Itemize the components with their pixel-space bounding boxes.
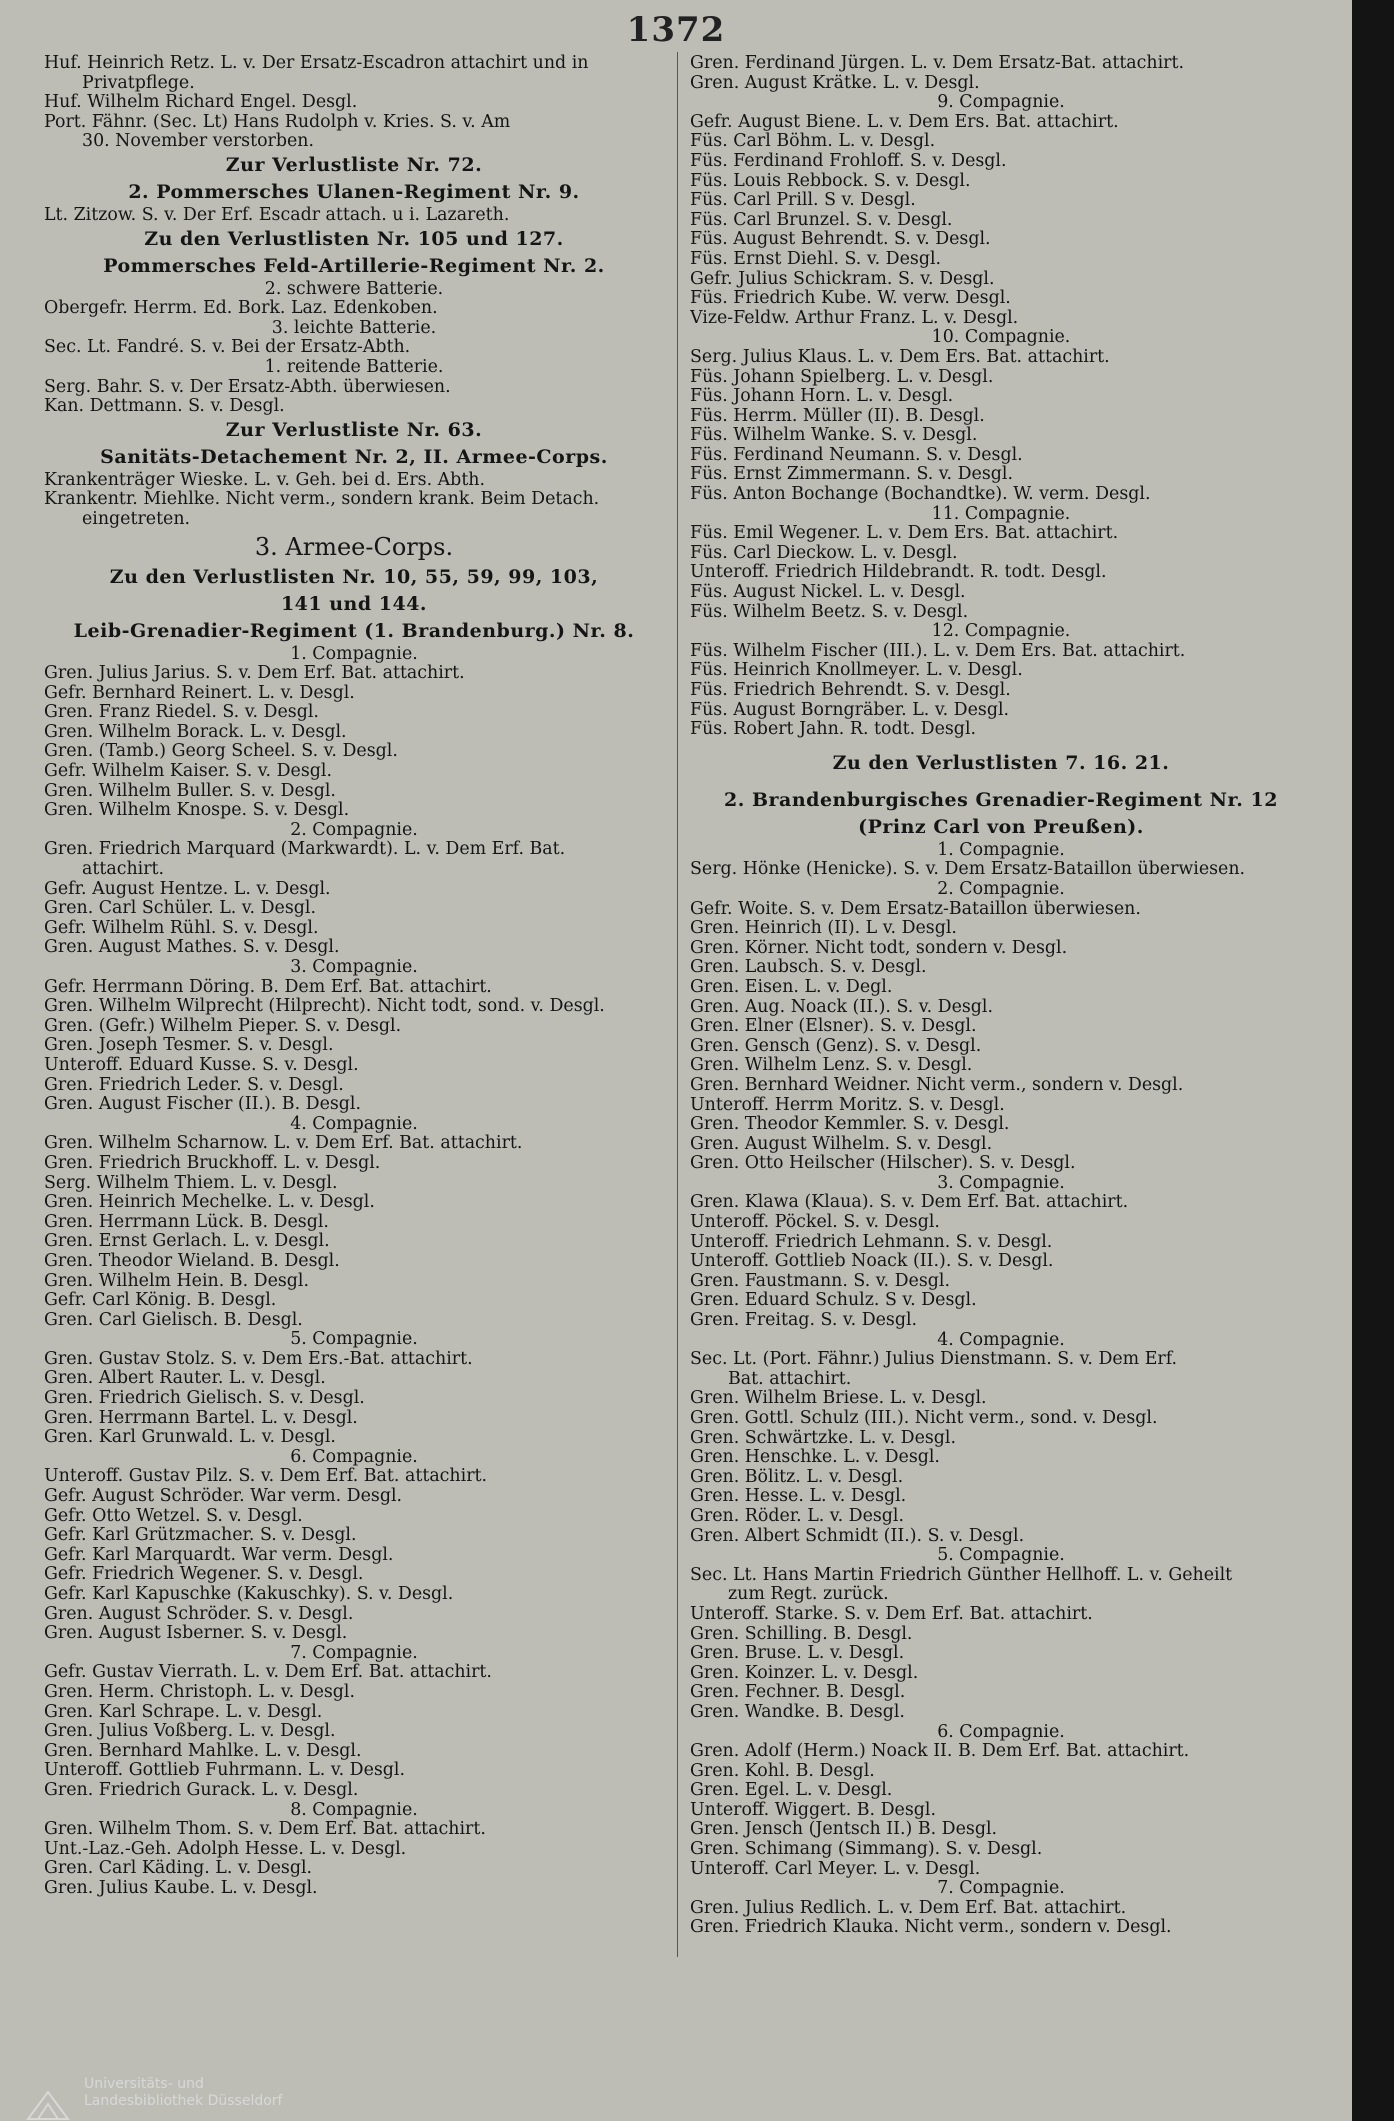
- entry-line: Füs. Carl Prill. S v. Desgl.: [690, 191, 916, 211]
- entry-line: Gren. Julius Jarius. S. v. Dem Erf. Bat. attachirt.: [44, 664, 465, 684]
- entry-line: Serg. Hönke (Henicke). S. v. Dem Ersatz-Bataillon überwiesen.: [690, 860, 1246, 880]
- entry-line: Gren. Friedrich Gurack. L. v. Desgl.: [44, 1780, 359, 1800]
- entry-line: Gren. Eisen. L. v. Degl.: [690, 977, 893, 997]
- entry-line: Gren. Gensch (Genz). S. v. Desgl.: [690, 1036, 982, 1056]
- entry-continuation: Bat. attachirt.: [728, 1369, 852, 1389]
- entry-line: Füs. Anton Bochange (Bochandtke). W. verm. Desgl.: [690, 485, 1151, 505]
- entry-line: Füs. Wilhelm Fischer (III.). L. v. Dem Ers. Bat. attachirt.: [690, 641, 1186, 661]
- company-heading: 9. Compagnie.: [937, 93, 1065, 113]
- entry-line: Füs. Ernst Diehl. S. v. Desgl.: [690, 249, 942, 269]
- entry-line: Gren. Bruse. L. v. Desgl.: [690, 1644, 905, 1664]
- entry-line: Gren. August Isberner. S. v. Desgl.: [44, 1624, 348, 1644]
- entry-line: Füs. Johann Horn. L. v. Desgl.: [690, 387, 954, 407]
- entry-line: Gren. Albert Schmidt (II.). S. v. Desgl.: [690, 1526, 1025, 1546]
- entry-line: Gren. Bernhard Mahlke. L. v. Desgl.: [44, 1741, 362, 1761]
- entry-line: Gren. Laubsch. S. v. Desgl.: [690, 958, 927, 978]
- entry-line: Gren. Joseph Tesmer. S. v. Desgl.: [44, 1036, 334, 1056]
- entry-line: Gren. August Mathes. S. v. Desgl.: [44, 938, 340, 958]
- entry-line: Gren. August Krätke. L. v. Desgl.: [690, 73, 980, 93]
- spacer: [690, 740, 1312, 750]
- entry-line: Gren. Julius Kaube. L. v. Desgl.: [44, 1878, 318, 1898]
- section-heading: Zu den Verlustlisten 7. 16. 21.: [832, 751, 1170, 774]
- entry-line: Füs. Carl Brunzel. S. v. Desgl.: [690, 210, 953, 230]
- entry-continuation: attachirt.: [82, 860, 165, 880]
- entry-line: Gren. August Wilhelm. S. v. Desgl.: [690, 1134, 993, 1154]
- company-heading: 7. Compagnie.: [290, 1643, 418, 1663]
- library-credit-line-2: Landesbibliothek Düsseldorf: [84, 2093, 283, 2109]
- section-heading: 2. Brandenburgisches Grenadier-Regiment Nr. 12: [724, 788, 1278, 811]
- entry-line: Gren. Kohl. B. Desgl.: [690, 1761, 875, 1781]
- entry-line: Gren. Wilhelm Hein. B. Desgl.: [44, 1271, 310, 1291]
- company-heading: 1. reitende Batterie.: [264, 357, 444, 377]
- company-heading: 12. Compagnie.: [931, 622, 1071, 642]
- entry-line: Gefr. Otto Wetzel. S. v. Desgl.: [44, 1506, 303, 1526]
- entry-line: Gren. Gottl. Schulz (III.). Nicht verm., sond. v. Desgl.: [690, 1409, 1158, 1428]
- entry-line: Gren. Heinrich (II). L v. Desgl.: [690, 919, 957, 939]
- entry-line: Gefr. Bernhard Reinert. L. v. Desgl.: [44, 683, 355, 703]
- entry-line: Unteroff. Eduard Kusse. S. v. Desgl.: [44, 1055, 359, 1075]
- section-heading: Zur Verlustliste Nr. 72.: [225, 153, 483, 176]
- entry-line: Serg. Wilhelm Thiem. L. v. Desgl.: [44, 1173, 338, 1193]
- entry-line: Gren. Carl Käding. L. v. Desgl.: [44, 1859, 313, 1879]
- entry-line: Gren. Schimang (Simmang). S. v. Desgl.: [690, 1840, 1043, 1860]
- entry-line: Gren. (Gefr.) Wilhelm Pieper. S. v. Desgl.: [44, 1016, 402, 1036]
- entry-line: Gren. Carl Gielisch. B. Desgl.: [44, 1310, 303, 1330]
- entry-line: Gren. Henschke. L. v. Desgl.: [690, 1448, 940, 1468]
- entry-line: Gren. Egel. L. v. Desgl.: [690, 1781, 893, 1801]
- company-heading: 2. Compagnie.: [290, 820, 418, 840]
- entry-line: Gren. Ferdinand Jürgen. L. v. Dem Ersatz-Bat. attachirt.: [690, 54, 1185, 73]
- entry-line: Gren. Ernst Gerlach. L. v. Desgl.: [44, 1232, 330, 1252]
- entry-line: Gren. Friedrich Marquard (Markwardt). L. v. Dem Erf. Bat.: [44, 840, 566, 860]
- entry-line: Unteroff. Friedrich Lehmann. S. v. Desgl.: [690, 1232, 1053, 1252]
- entry-line: Gefr. Carl König. B. Desgl.: [44, 1291, 277, 1311]
- entry-line: Füs. Wilhelm Beetz. S. v. Desgl.: [690, 602, 969, 622]
- company-heading: 5. Compagnie.: [290, 1330, 418, 1350]
- company-heading: 2. schwere Batterie.: [264, 279, 444, 299]
- entry-line: Füs. Heinrich Knollmeyer. L. v. Desgl.: [690, 661, 1023, 681]
- section-heading: Pommersches Feld-Artillerie-Regiment Nr. 2.: [103, 254, 605, 277]
- entry-line: Unteroff. Friedrich Hildebrandt. R. todt. Desgl.: [690, 563, 1107, 583]
- section-heading: Leib-Grenadier-Regiment (1. Brandenburg.) Nr. 8.: [73, 619, 635, 642]
- entry-line: Gren. Heinrich Mechelke. L. v. Desgl.: [44, 1193, 375, 1213]
- entry-continuation: 30. November verstorben.: [82, 132, 315, 152]
- company-heading: 3. Compagnie.: [290, 958, 418, 977]
- company-heading: 5. Compagnie.: [937, 1546, 1065, 1566]
- entry-line: Füs. Carl Dieckow. L. v. Desgl.: [690, 543, 958, 563]
- entry-line: Gren. Wilhelm Thom. S. v. Dem Erf. Bat. attachirt.: [44, 1820, 486, 1840]
- entry-line: Füs. Herrm. Müller (II). B. Desgl.: [690, 406, 985, 426]
- entry-line: Krankentr. Miehlke. Nicht verm., sondern krank. Beim Detach.: [44, 490, 600, 510]
- entry-line: Gefr. August Schröder. War verm. Desgl.: [44, 1487, 403, 1507]
- entry-line: Gren. Theodor Wieland. B. Desgl.: [44, 1251, 340, 1271]
- entry-continuation: zum Regt. zurück.: [728, 1585, 889, 1605]
- entry-line: Unteroff. Pöckel. S. v. Desgl.: [690, 1213, 940, 1233]
- entry-line: Gren. Wilhelm Buller. S. v. Desgl.: [44, 781, 336, 801]
- entry-line: Vize-Feldw. Arthur Franz. L. v. Desgl.: [690, 308, 1019, 328]
- entry-line: Obergefr. Herrm. Ed. Bork. Laz. Edenkoben.: [44, 299, 438, 319]
- entry-line: Füs. Emil Wegener. L. v. Dem Ers. Bat. attachirt.: [690, 524, 1119, 544]
- entry-line: Gren. Julius Voßberg. L. v. Desgl.: [44, 1722, 336, 1742]
- entry-line: Gren. Wilhelm Briese. L. v. Desgl.: [690, 1389, 987, 1409]
- entry-line: Gren. Körner. Nicht todt, sondern v. Desgl.: [690, 938, 1068, 958]
- entry-line: Gren. Aug. Noack (II.). S. v. Desgl.: [690, 997, 994, 1017]
- entry-line: Gren. Herm. Christoph. L. v. Desgl.: [44, 1682, 356, 1702]
- entry-line: Füs. August Behrendt. S. v. Desgl.: [690, 230, 991, 250]
- entry-continuation: Privatpflege.: [82, 73, 195, 93]
- entry-line: Gren. Franz Riedel. S. v. Desgl.: [44, 703, 319, 723]
- entry-line: Gren. Wilhelm Borack. L. v. Desgl.: [44, 722, 347, 742]
- entry-line: Gefr. Woite. S. v. Dem Ersatz-Bataillon überwiesen.: [690, 899, 1141, 919]
- entry-line: Gren. Hesse. L. v. Desgl.: [690, 1487, 907, 1507]
- company-heading: 1. Compagnie.: [937, 840, 1065, 860]
- entry-line: Füs. Ferdinand Frohloff. S. v. Desgl.: [690, 151, 1007, 171]
- entry-line: Kan. Dettmann. S. v. Desgl.: [44, 397, 285, 417]
- company-heading: 1. Compagnie.: [290, 644, 418, 664]
- entry-line: Unteroff. Wiggert. B. Desgl.: [690, 1800, 936, 1820]
- column-divider: [677, 52, 678, 1957]
- entry-line: Krankenträger Wieske. L. v. Geh. bei d. Ers. Abth.: [44, 470, 486, 490]
- section-heading: Zu den Verlustlisten Nr. 10, 55, 59, 99, 103,: [109, 565, 599, 588]
- entry-line: Unteroff. Gottlieb Fuhrmann. L. v. Desgl.: [44, 1761, 406, 1781]
- entry-line: Gefr. Karl Marquardt. War verm. Desgl.: [44, 1545, 394, 1565]
- entry-line: Gren. Theodor Kemmler. S. v. Desgl.: [690, 1115, 1010, 1135]
- entry-line: Gren. Bernhard Weidner. Nicht verm., sondern v. Desgl.: [690, 1075, 1184, 1095]
- company-heading: 11. Compagnie.: [931, 504, 1071, 524]
- entry-line: Unteroff. Herrm Moritz. S. v. Desgl.: [690, 1095, 1005, 1115]
- entry-line: Gren. Gustav Stolz. S. v. Dem Ers.-Bat. attachirt.: [44, 1349, 473, 1369]
- entry-line: Gefr. Julius Schickram. S. v. Desgl.: [690, 269, 995, 289]
- entry-line: Füs. Ernst Zimmermann. S. v. Desgl.: [690, 465, 1013, 485]
- entry-line: Gren. Wilhelm Lenz. S. v. Desgl.: [690, 1056, 973, 1076]
- entry-line: Gren. Friedrich Klauka. Nicht verm., sondern v. Desgl.: [690, 1918, 1172, 1938]
- entry-line: Füs. Johann Spielberg. L. v. Desgl.: [690, 367, 994, 387]
- entry-line: Port. Fähnr. (Sec. Lt) Hans Rudolph v. Kries. S. v. Am: [44, 112, 511, 132]
- entry-line: Gefr. Gustav Vierrath. L. v. Dem Erf. Bat. attachirt.: [44, 1663, 492, 1683]
- library-credit-line-1: Universitäts- und: [84, 2076, 204, 2092]
- entry-line: Gren. Schilling. B. Desgl.: [690, 1624, 913, 1644]
- entry-line: Gren. August Fischer (II.). B. Desgl.: [44, 1095, 362, 1115]
- entry-line: Gren. Bölitz. L. v. Desgl.: [690, 1467, 904, 1487]
- entry-line: Gefr. Herrmann Döring. B. Dem Erf. Bat. attachirt.: [44, 977, 492, 997]
- left-column: [44, 54, 664, 1899]
- entry-line: Gren. Carl Schüler. L. v. Desgl.: [44, 899, 316, 919]
- entry-line: Huf. Wilhelm Richard Engel. Desgl.: [44, 93, 358, 113]
- entry-line: Unteroff. Gustav Pilz. S. v. Dem Erf. Bat. attachirt.: [44, 1467, 488, 1487]
- entry-line: Sec. Lt. Hans Martin Friedrich Günther Hellhoff. L. v. Geheilt: [690, 1565, 1233, 1585]
- entry-line: Gren. Herrmann Bartel. L. v. Desgl.: [44, 1408, 358, 1428]
- entry-line: Sec. Lt. (Port. Fähnr.) Julius Dienstmann. S. v. Dem Erf.: [690, 1350, 1178, 1370]
- entry-line: Gren. Eduard Schulz. S v. Desgl.: [690, 1291, 977, 1311]
- entry-line: Gren. (Tamb.) Georg Scheel. S. v. Desgl.: [44, 742, 398, 762]
- entry-line: Gren. Julius Redlich. L. v. Dem Erf. Bat. attachirt.: [690, 1898, 1127, 1918]
- section-heading: Zur Verlustliste Nr. 63.: [225, 418, 483, 441]
- entry-line: Gren. Röder. L. v. Desgl.: [690, 1506, 905, 1526]
- section-heading: Sanitäts-Detachement Nr. 2, II. Armee-Corps.: [100, 445, 608, 468]
- company-heading: 8. Compagnie.: [290, 1800, 418, 1820]
- entry-line: Gren. Friedrich Bruckhoff. L. v. Desgl.: [44, 1153, 381, 1173]
- entry-line: Gren. Elner (Elsner). S. v. Desgl.: [690, 1017, 977, 1037]
- spacer: [690, 777, 1312, 787]
- entry-line: Gren. August Schröder. S. v. Desgl.: [44, 1604, 354, 1624]
- entry-line: Huf. Heinrich Retz. L. v. Der Ersatz-Escadron attachirt und in: [44, 54, 589, 73]
- entry-line: Lt. Zitzow. S. v. Der Erf. Escadr attach. u i. Lazareth.: [44, 205, 510, 225]
- entry-line: Füs. Friedrich Behrendt. S. v. Desgl.: [690, 681, 1011, 700]
- entry-line: Serg. Bahr. S. v. Der Ersatz-Abth. überwiesen.: [44, 377, 451, 397]
- entry-line: Füs. Carl Böhm. L. v. Desgl.: [690, 132, 936, 152]
- company-heading: 3. leichte Batterie.: [271, 318, 437, 338]
- section-heading: Zu den Verlustlisten Nr. 105 und 127.: [144, 227, 564, 250]
- entry-line: Gren. Adolf (Herm.) Noack II. B. Dem Erf. Bat. attachirt.: [690, 1742, 1190, 1762]
- entry-line: Gefr. Wilhelm Rühl. S. v. Desgl.: [44, 918, 319, 938]
- company-heading: 4. Compagnie.: [290, 1114, 418, 1134]
- entry-line: Sec. Lt. Fandré. S. v. Bei der Ersatz-Abth.: [44, 338, 411, 358]
- entry-line: Gren. Wilhelm Wilprecht (Hilprecht). Nicht todt, sond. v. Desgl.: [44, 997, 605, 1017]
- company-heading: 2. Compagnie.: [937, 879, 1065, 899]
- entry-line: Gren. Koinzer. L. v. Desgl.: [690, 1663, 919, 1683]
- entry-line: Gren. Karl Grunwald. L. v. Desgl.: [44, 1428, 336, 1448]
- entry-line: Gren. Albert Rauter. L. v. Desgl.: [44, 1369, 326, 1389]
- entry-line: Gefr. Wilhelm Kaiser. S. v. Desgl.: [44, 762, 332, 782]
- company-heading: 6. Compagnie.: [290, 1447, 418, 1467]
- library-logo-icon: [24, 2086, 72, 2121]
- entry-line: Füs. Friedrich Kube. W. verw. Desgl.: [690, 289, 1011, 309]
- entry-line: Unteroff. Carl Meyer. L. v. Desgl.: [690, 1859, 981, 1879]
- entry-line: Füs. Ferdinand Neumann. S. v. Desgl.: [690, 445, 1023, 465]
- company-heading: 4. Compagnie.: [937, 1330, 1065, 1350]
- right-column: [690, 54, 1312, 1938]
- company-heading: 6. Compagnie.: [937, 1722, 1065, 1742]
- section-heading: 3. Armee-Corps.: [254, 532, 454, 561]
- entry-line: Füs. August Borngräber. L. v. Desgl.: [690, 700, 1010, 720]
- entry-line: Gren. Fechner. B. Desgl.: [690, 1683, 906, 1703]
- section-heading: (Prinz Carl von Preußen).: [858, 815, 1144, 838]
- entry-line: Füs. Robert Jahn. R. todt. Desgl.: [690, 720, 977, 740]
- company-heading: 10. Compagnie.: [931, 328, 1071, 348]
- entry-line: Gren. Friedrich Gielisch. S. v. Desgl.: [44, 1389, 365, 1409]
- entry-line: Gren. Herrmann Lück. B. Desgl.: [44, 1212, 329, 1232]
- entry-line: Gefr. Friedrich Wegener. S. v. Desgl.: [44, 1565, 364, 1585]
- company-heading: 3. Compagnie.: [937, 1173, 1065, 1193]
- entry-line: Gren. Otto Heilscher (Hilscher). S. v. Desgl.: [690, 1154, 1076, 1174]
- section-heading: 141 und 144.: [280, 592, 428, 615]
- entry-line: Gren. Friedrich Leder. S. v. Desgl.: [44, 1075, 344, 1095]
- library-footer: [0, 2072, 320, 2121]
- entry-line: Gren. Schwärtzke. L. v. Desgl.: [690, 1428, 957, 1448]
- entry-line: Gefr. August Hentze. L. v. Desgl.: [44, 879, 331, 899]
- entry-line: Gren. Freitag. S. v. Desgl.: [690, 1311, 918, 1331]
- entry-line: Füs. Wilhelm Wanke. S. v. Desgl.: [690, 426, 978, 446]
- entry-line: Gefr. August Biene. L. v. Dem Ers. Bat. attachirt.: [690, 112, 1119, 132]
- entry-line: Gefr. Karl Grützmacher. S. v. Desgl.: [44, 1526, 357, 1546]
- entry-line: Serg. Julius Klaus. L. v. Dem Ers. Bat. attachirt.: [690, 347, 1110, 367]
- entry-continuation: eingetreten.: [82, 509, 191, 529]
- library-credit: [84, 2076, 282, 2110]
- entry-line: Füs. August Nickel. L. v. Desgl.: [690, 583, 966, 603]
- company-heading: 7. Compagnie.: [937, 1879, 1065, 1899]
- entry-line: Gefr. Karl Kapuschke (Kakuschky). S. v. Desgl.: [44, 1585, 454, 1604]
- entry-line: Gren. Jensch (Jentsch II.) B. Desgl.: [690, 1820, 998, 1840]
- entry-line: Füs. Louis Rebbock. S. v. Desgl.: [690, 171, 971, 191]
- entry-line: Unteroff. Gottlieb Noack (II.). S. v. Desgl.: [690, 1252, 1054, 1272]
- entry-line: Gren. Wandke. B. Desgl.: [690, 1702, 905, 1722]
- entry-line: Gren. Wilhelm Scharnow. L. v. Dem Erf. Bat. attachirt.: [44, 1134, 523, 1154]
- entry-line: Unt.-Laz.-Geh. Adolph Hesse. L. v. Desgl.: [44, 1839, 407, 1859]
- entry-line: Unteroff. Starke. S. v. Dem Erf. Bat. attachirt.: [690, 1604, 1093, 1624]
- entry-line: Gren. Faustmann. S. v. Desgl.: [690, 1271, 950, 1291]
- entry-line: Gren. Wilhelm Knospe. S. v. Desgl.: [44, 801, 350, 821]
- entry-line: Gren. Klawa (Klaua). S. v. Dem Erf. Bat. attachirt.: [690, 1193, 1129, 1213]
- entry-line: Gren. Karl Schrape. L. v. Desgl.: [44, 1702, 323, 1722]
- section-heading: 2. Pommersches Ulanen-Regiment Nr. 9.: [128, 180, 580, 203]
- page-number: 1372: [626, 10, 726, 50]
